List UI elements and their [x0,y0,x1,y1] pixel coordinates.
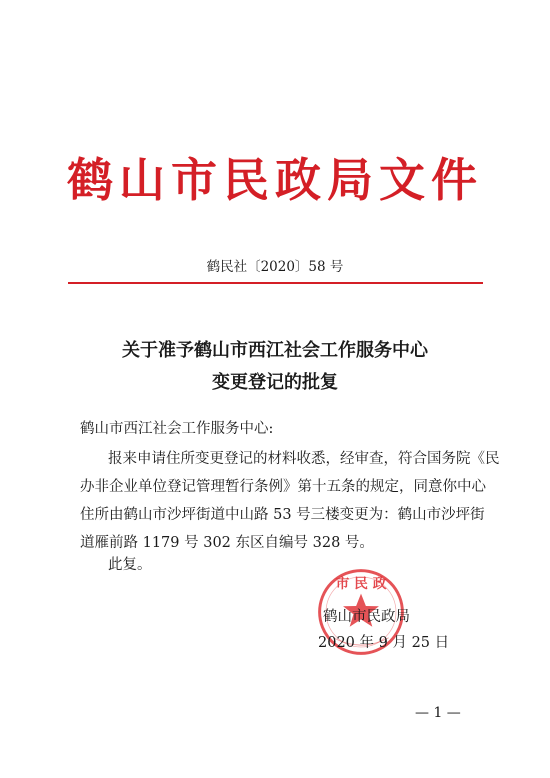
closing-text: 此复。 [108,557,152,573]
subject-line-2: 变更登记的批复 [212,372,338,393]
document-header-title: 鹤山市民政局文件 [67,153,483,207]
salutation: 鹤山市西江社会工作服务中心: [80,421,274,437]
body-line-4: 道雁前路 1179 号 302 东区自编号 328 号。 [80,535,374,551]
document-number: 鹤民社〔2020〕58 号 [206,259,344,275]
body-line-1: 报来申请住所变更登记的材料收悉，经审查，符合国务院《民 [108,451,500,467]
red-divider-line [68,282,483,284]
document-subject [0,335,550,399]
page-number: — 1 — [415,705,461,721]
body-line-2: 办非企业单位登记管理暂行条例》第十五条的规定，同意你中心 [80,479,486,495]
svg-text:市 民 政: 市 民 政 [335,576,387,593]
issuer-name: 鹤山市民政局 [323,609,410,625]
body-line-3: 住所由鹤山市沙坪街道中山路 53 号三楼变更为：鹤山市沙坪街 [80,507,485,523]
subject-line-1: 关于准予鹤山市西江社会工作服务中心 [122,340,428,361]
body-paragraph [80,445,500,557]
issue-date: 2020 年 9 月 25 日 [318,635,450,651]
